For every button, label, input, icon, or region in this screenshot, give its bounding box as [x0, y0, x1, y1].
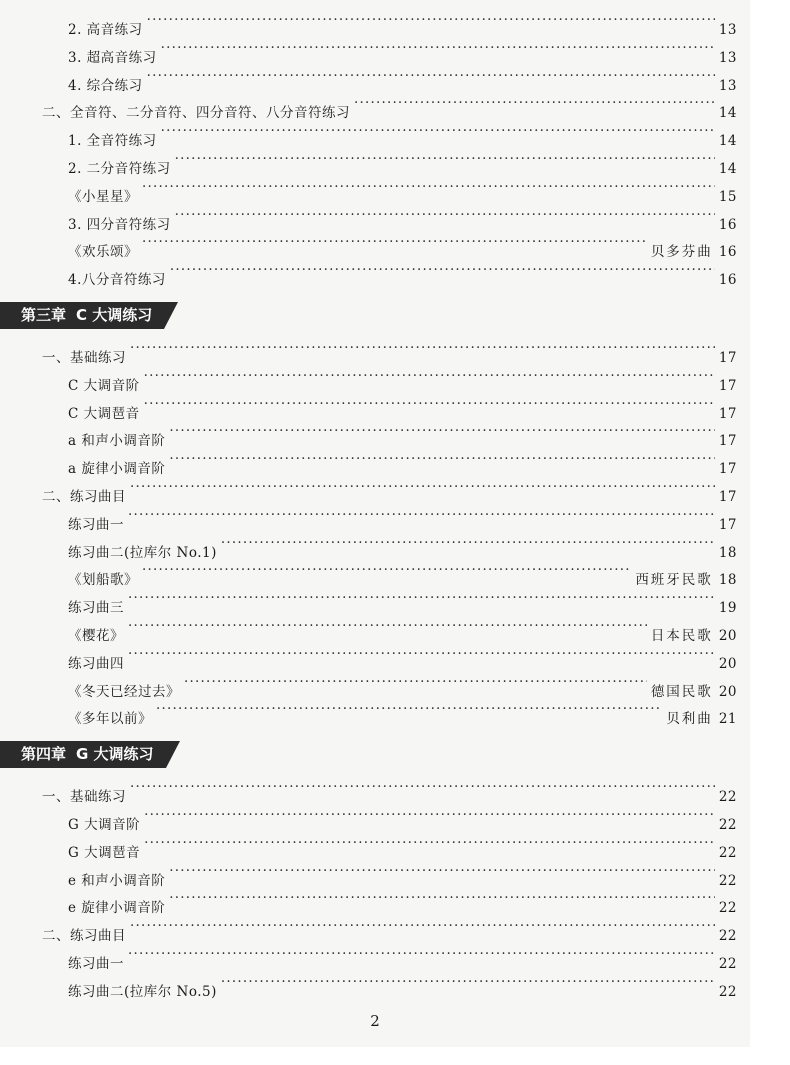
- dot-leader: [169, 417, 714, 445]
- toc-entry[interactable]: [68, 695, 737, 728]
- toc-entry-title: 练习曲三: [68, 600, 124, 617]
- toc-entry[interactable]: [68, 117, 737, 150]
- dot-leader: [128, 640, 715, 668]
- toc-entry[interactable]: [68, 501, 737, 533]
- toc-entry-page: 13: [718, 22, 737, 38]
- toc-entry-page: 16: [718, 244, 737, 261]
- toc-entry-author: 德国民歌: [650, 683, 713, 700]
- toc-entry-page: 17: [718, 489, 737, 505]
- toc-entry[interactable]: [42, 773, 737, 806]
- toc-entry-page: 17: [718, 405, 737, 422]
- dot-leader: [156, 695, 662, 723]
- toc-entry[interactable]: [68, 145, 737, 177]
- toc-entry-title: 2. 二分音符练习: [68, 161, 171, 177]
- toc-entry-title: 《划船歌》: [68, 572, 138, 589]
- chapter-title: C 大调练习: [76, 306, 153, 324]
- dot-leader: [354, 89, 715, 117]
- toc-entry[interactable]: [68, 173, 737, 205]
- toc-entry-title: 4.八分音符练习: [68, 272, 166, 289]
- toc-entry[interactable]: [68, 6, 737, 38]
- dot-leader: [221, 968, 715, 996]
- dot-leader: [169, 445, 714, 473]
- chapter-number: 第三章: [21, 306, 67, 324]
- toc-entry-title: 3. 四分音符练习: [68, 216, 171, 233]
- toc-entry-page: 20: [718, 628, 737, 644]
- toc-entry[interactable]: [68, 884, 737, 917]
- toc-entry-page: 18: [718, 572, 737, 589]
- toc-entry-page: 22: [718, 817, 737, 833]
- toc-entry-page: 18: [718, 544, 737, 561]
- toc-entry-page: 14: [718, 133, 737, 150]
- chapter-band: [0, 302, 164, 329]
- toc-entry[interactable]: [68, 857, 737, 889]
- dot-leader: [170, 256, 715, 284]
- toc-entry[interactable]: [42, 912, 737, 945]
- toc-entry-title: 1. 全音符练习: [68, 133, 157, 150]
- toc-entry[interactable]: [68, 640, 737, 672]
- toc-entry-page: 22: [718, 956, 737, 972]
- toc-entry-page: 15: [718, 188, 737, 205]
- toc-entry-title: a 旋律小调音阶: [68, 461, 166, 478]
- toc-entry-page: 22: [718, 983, 737, 1000]
- dot-leader: [128, 501, 715, 529]
- toc-entry-title: a 和声小调音阶: [68, 433, 166, 450]
- toc-entry-title: 《冬天已经过去》: [68, 683, 180, 700]
- toc-entry-page: 13: [718, 77, 737, 94]
- dot-leader: [144, 829, 715, 857]
- toc-entry-title: C 大调琶音: [68, 405, 140, 422]
- toc-entry-title: 二、练习曲目: [42, 928, 126, 945]
- toc-entry-page: 17: [718, 377, 737, 394]
- toc-entry-page: 22: [718, 900, 737, 917]
- dot-leader: [175, 145, 715, 173]
- toc-entry[interactable]: [68, 968, 737, 1000]
- toc-entry-title: 《欢乐颂》: [68, 244, 138, 261]
- toc-entry-title: 练习曲二(拉库尔 No.5): [68, 983, 217, 1000]
- toc-entry[interactable]: [68, 584, 737, 617]
- footer-page-number: 2: [370, 1012, 380, 1030]
- toc-entry-title: e 和声小调音阶: [68, 872, 166, 889]
- dot-leader: [128, 940, 715, 968]
- dot-leader: [144, 801, 715, 829]
- toc-entry-page: 17: [718, 433, 737, 450]
- toc-entry-page: 20: [718, 655, 737, 672]
- toc-entry[interactable]: [68, 829, 737, 861]
- toc-entry-title: e 旋律小调音阶: [68, 900, 166, 917]
- toc-entry[interactable]: [68, 445, 737, 478]
- toc-entry-page: 19: [718, 600, 737, 617]
- toc-entry[interactable]: [68, 362, 737, 394]
- dot-leader: [147, 62, 715, 90]
- toc-entry-title: 《樱花》: [68, 628, 124, 644]
- toc-entry-author: 日本民歌: [650, 628, 713, 644]
- toc-entry-page: 22: [718, 928, 737, 945]
- toc-entry[interactable]: [42, 473, 737, 505]
- toc-entry[interactable]: [68, 256, 737, 289]
- toc-entry-title: 练习曲二(拉库尔 No.1): [68, 544, 217, 561]
- toc-entry[interactable]: [68, 417, 737, 450]
- toc-entry[interactable]: [42, 334, 737, 366]
- dot-leader: [175, 201, 715, 229]
- dot-leader: [184, 668, 647, 696]
- toc-entry-page: 16: [718, 272, 737, 289]
- toc-entry-page: 21: [718, 711, 737, 728]
- dot-leader: [130, 334, 715, 362]
- toc-entry-title: 二、全音符、二分音符、四分音符、八分音符练习: [42, 105, 350, 122]
- toc-entry-title: 《多年以前》: [68, 711, 152, 728]
- toc-entry[interactable]: [68, 529, 737, 561]
- toc-entry-page: 22: [718, 844, 737, 861]
- toc-entry-title: 练习曲一: [68, 516, 124, 533]
- toc-entry-title: 《小星星》: [68, 188, 138, 205]
- chapter-heading: [0, 302, 178, 329]
- chapter-band-tail: [164, 302, 178, 329]
- toc-entry[interactable]: [68, 62, 737, 94]
- toc-entry-page: 13: [718, 49, 737, 66]
- dot-leader: [144, 390, 715, 418]
- chapter-title: G 大调练习: [76, 745, 154, 764]
- dot-leader: [128, 584, 715, 612]
- toc-entry-page: 22: [718, 872, 737, 889]
- toc-entry-page: 17: [718, 516, 737, 533]
- toc-entry-title: 二、练习曲目: [42, 489, 126, 505]
- toc-entry-title: C 大调音阶: [68, 377, 140, 394]
- dot-leader: [221, 529, 715, 557]
- toc-entry[interactable]: [68, 801, 737, 833]
- toc-entry[interactable]: [68, 201, 737, 233]
- dot-leader: [128, 612, 647, 640]
- toc-entry-title: G 大调音阶: [68, 817, 141, 833]
- chapter-heading: [0, 741, 180, 768]
- toc-entry-title: 一、基础练习: [42, 789, 126, 806]
- toc-entry-title: 2. 高音练习: [68, 22, 143, 38]
- toc-entry-page: 20: [718, 683, 737, 700]
- toc-entry[interactable]: [42, 89, 737, 122]
- toc-entry[interactable]: [68, 556, 737, 589]
- toc-entry-title: 一、基础练习: [42, 350, 126, 366]
- toc-entry-page: 14: [718, 161, 737, 177]
- dot-leader: [142, 556, 631, 584]
- toc-entry-title: 4. 综合练习: [68, 77, 143, 94]
- toc-entry[interactable]: [68, 390, 737, 422]
- dot-leader: [142, 228, 647, 256]
- dot-leader: [142, 173, 715, 201]
- dot-leader: [130, 912, 715, 940]
- toc-entry-title: 练习曲四: [68, 655, 124, 672]
- toc-entry-author: 贝利曲: [666, 711, 713, 728]
- toc-entry-page: 14: [718, 105, 737, 122]
- toc-entry-page: 22: [718, 789, 737, 806]
- dot-leader: [130, 773, 715, 801]
- toc-entry-author: 西班牙民歌: [635, 572, 713, 589]
- toc-entry-page: 17: [718, 350, 737, 366]
- toc-entry[interactable]: [68, 668, 737, 700]
- chapter-band-tail: [166, 741, 180, 768]
- dot-leader: [161, 34, 715, 62]
- dot-leader: [147, 6, 715, 34]
- toc-entry-title: 练习曲一: [68, 956, 124, 972]
- dot-leader: [161, 117, 715, 145]
- chapter-band: [0, 741, 166, 768]
- dot-leader: [169, 884, 715, 912]
- toc-entry-author: 贝多芬曲: [650, 244, 713, 261]
- toc-entry-title: G 大调琶音: [68, 844, 141, 861]
- dot-leader: [169, 857, 715, 885]
- toc-entry[interactable]: [68, 228, 737, 261]
- toc-entry-title: 3. 超高音练习: [68, 49, 157, 66]
- dot-leader: [130, 473, 715, 501]
- toc-entry-page: 16: [718, 216, 737, 233]
- toc-entry[interactable]: [68, 612, 737, 644]
- toc-entry-page: 17: [718, 461, 737, 478]
- toc-entry[interactable]: [68, 34, 737, 66]
- dot-leader: [144, 362, 715, 390]
- chapter-number: 第四章: [21, 745, 67, 764]
- toc-entry[interactable]: [68, 940, 737, 972]
